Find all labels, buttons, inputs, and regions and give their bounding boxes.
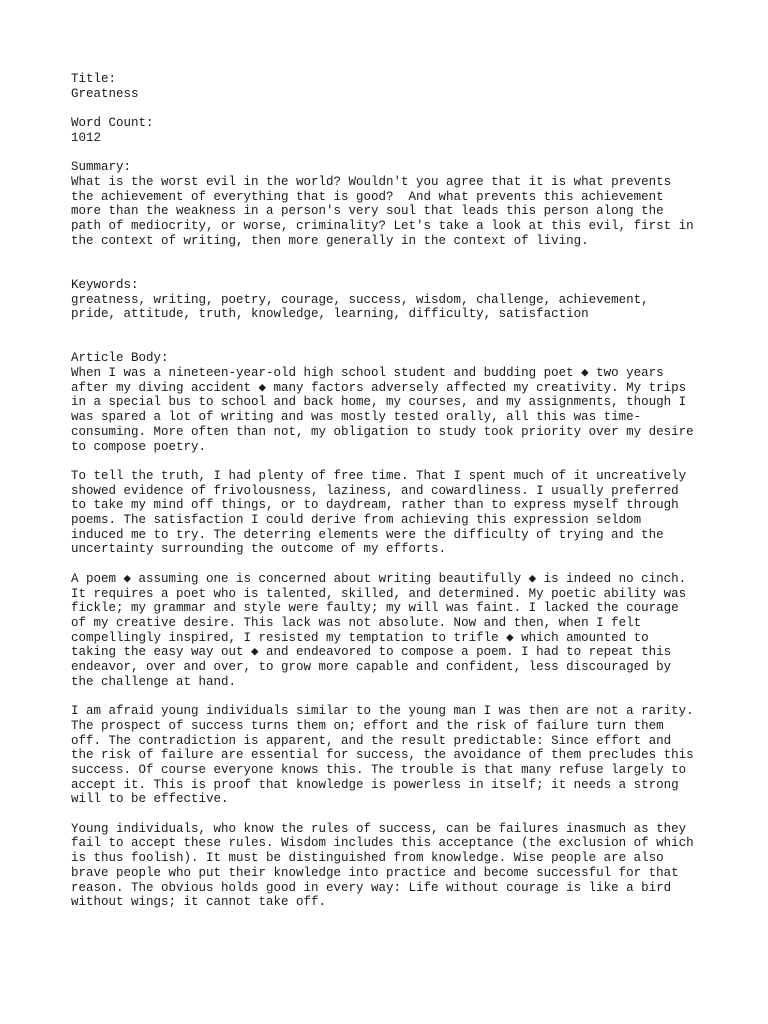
- paragraph-line: Young individuals, who know the rules of success, can be failures inasmuch as they: [71, 821, 687, 836]
- summary-line: the context of writing, then more generally in the context of living.: [71, 233, 589, 248]
- title-section: [71, 72, 721, 101]
- paragraph-line: was spared a lot of writing and was mostly tested orally, all this was time-: [71, 410, 642, 425]
- word-count-label: Word Count:: [71, 116, 154, 131]
- article-paragraph: [71, 704, 721, 807]
- document-page: [71, 72, 721, 910]
- article-paragraph: [71, 469, 721, 557]
- paragraph-line: after my diving accident ◆ many factors adversely affected my creativity. My trips: [71, 380, 687, 395]
- paragraph-line: success. Of course everyone knows this. The trouble is that many refuse largely to: [71, 762, 687, 777]
- article-section: [71, 351, 721, 910]
- paragraph-line: fail to accept these rules. Wisdom includes this acceptance (the exclusion of which: [71, 836, 694, 851]
- summary-line: the achievement of everything that is good? And what prevents this achievement: [71, 189, 664, 204]
- keywords-section: [71, 278, 721, 322]
- article-paragraph: [71, 572, 721, 690]
- paragraph-line: consuming. More often than not, my obligation to study took priority over my desire: [71, 424, 694, 439]
- summary-line: What is the worst evil in the world? Wouldn't you agree that it is what prevents: [71, 174, 672, 189]
- keywords-line: pride, attitude, truth, knowledge, learning, difficulty, satisfaction: [71, 307, 589, 322]
- summary-label: Summary:: [71, 160, 132, 175]
- article-paragraph: [71, 822, 721, 910]
- article-paragraph: [71, 366, 721, 454]
- paragraph-line: is thus foolish). It must be distinguished from knowledge. Wise people are also: [71, 851, 664, 866]
- paragraph-line: will to be effective.: [71, 792, 229, 807]
- paragraph-line: taking the easy way out ◆ and endeavored to compose a poem. I had to repeat this: [71, 645, 672, 660]
- paragraph-line: showed evidence of frivolousness, laziness, and cowardliness. I usually preferred: [71, 483, 679, 498]
- paragraph-line: off. The contradiction is apparent, and the result predictable: Since effort and: [71, 733, 672, 748]
- paragraph-line: To tell the truth, I had plenty of free time. That I spent much of it uncreatively: [71, 468, 687, 483]
- paragraph-line: brave people who put their knowledge into practice and become successful for that: [71, 865, 679, 880]
- paragraph-line: fickle; my grammar and style were faulty; my will was faint. I lacked the courage: [71, 601, 679, 616]
- title-value: Greatness: [71, 86, 139, 101]
- paragraph-line: accept it. This is proof that knowledge is powerless in itself; it needs a strong: [71, 777, 679, 792]
- word-count-value: 1012: [71, 130, 102, 145]
- paragraph-line: the risk of failure are essential for success, the avoidance of them precludes this: [71, 748, 694, 763]
- article-label: Article Body:: [71, 351, 169, 366]
- paragraph-line: to take my mind off things, or to daydream, rather than to express myself through: [71, 498, 679, 513]
- paragraph-line: induced me to try. The deterring elements were the difficulty of trying and the: [71, 527, 664, 542]
- summary-line: path of mediocrity, or worse, criminality? Let's take a look at this evil, first in: [71, 219, 694, 233]
- paragraph-line: the challenge at hand.: [71, 674, 237, 689]
- paragraph-line: A poem ◆ assuming one is concerned about writing beautifully ◆ is indeed no cinch.: [71, 571, 687, 586]
- summary-section: [71, 160, 721, 248]
- paragraph-line: It requires a poet who is talented, skilled, and determined. My poetic ability was: [71, 586, 687, 601]
- word-count-section: [71, 116, 721, 145]
- paragraph-line: I am afraid young individuals similar to the young man I was then are not a rarity.: [71, 704, 694, 719]
- title-label: Title:: [71, 72, 117, 86]
- keywords-label: Keywords:: [71, 277, 139, 292]
- paragraph-line: uncertainty surrounding the outcome of my efforts.: [71, 542, 447, 557]
- paragraph-line: endeavor, over and over, to grow more capable and confident, less discouraged by: [71, 660, 672, 675]
- paragraph-line: to compose poetry.: [71, 439, 207, 454]
- paragraph-line: The prospect of success turns them on; effort and the risk of failure turn them: [71, 718, 664, 733]
- paragraph-line: When I was a nineteen-year-old high school student and budding poet ◆ two years: [71, 366, 664, 380]
- summary-line: more than the weakness in a person's very soul that leads this person along the: [71, 204, 664, 219]
- paragraph-line: poems. The satisfaction I could derive from achieving this expression seldom: [71, 513, 642, 528]
- paragraph-line: in a special bus to school and back home, my courses, and my assignments, though I: [71, 395, 687, 410]
- paragraph-line: compellingly inspired, I resisted my temptation to trifle ◆ which amounted to: [71, 630, 649, 645]
- paragraph-line: reason. The obvious holds good in every way: Life without courage is like a bird: [71, 880, 672, 895]
- paragraph-line: of my creative desire. This lack was not absolute. Now and then, when I felt: [71, 615, 642, 630]
- keywords-line: greatness, writing, poetry, courage, success, wisdom, challenge, achievement,: [71, 292, 649, 307]
- paragraph-line: without wings; it cannot take off.: [71, 895, 327, 910]
